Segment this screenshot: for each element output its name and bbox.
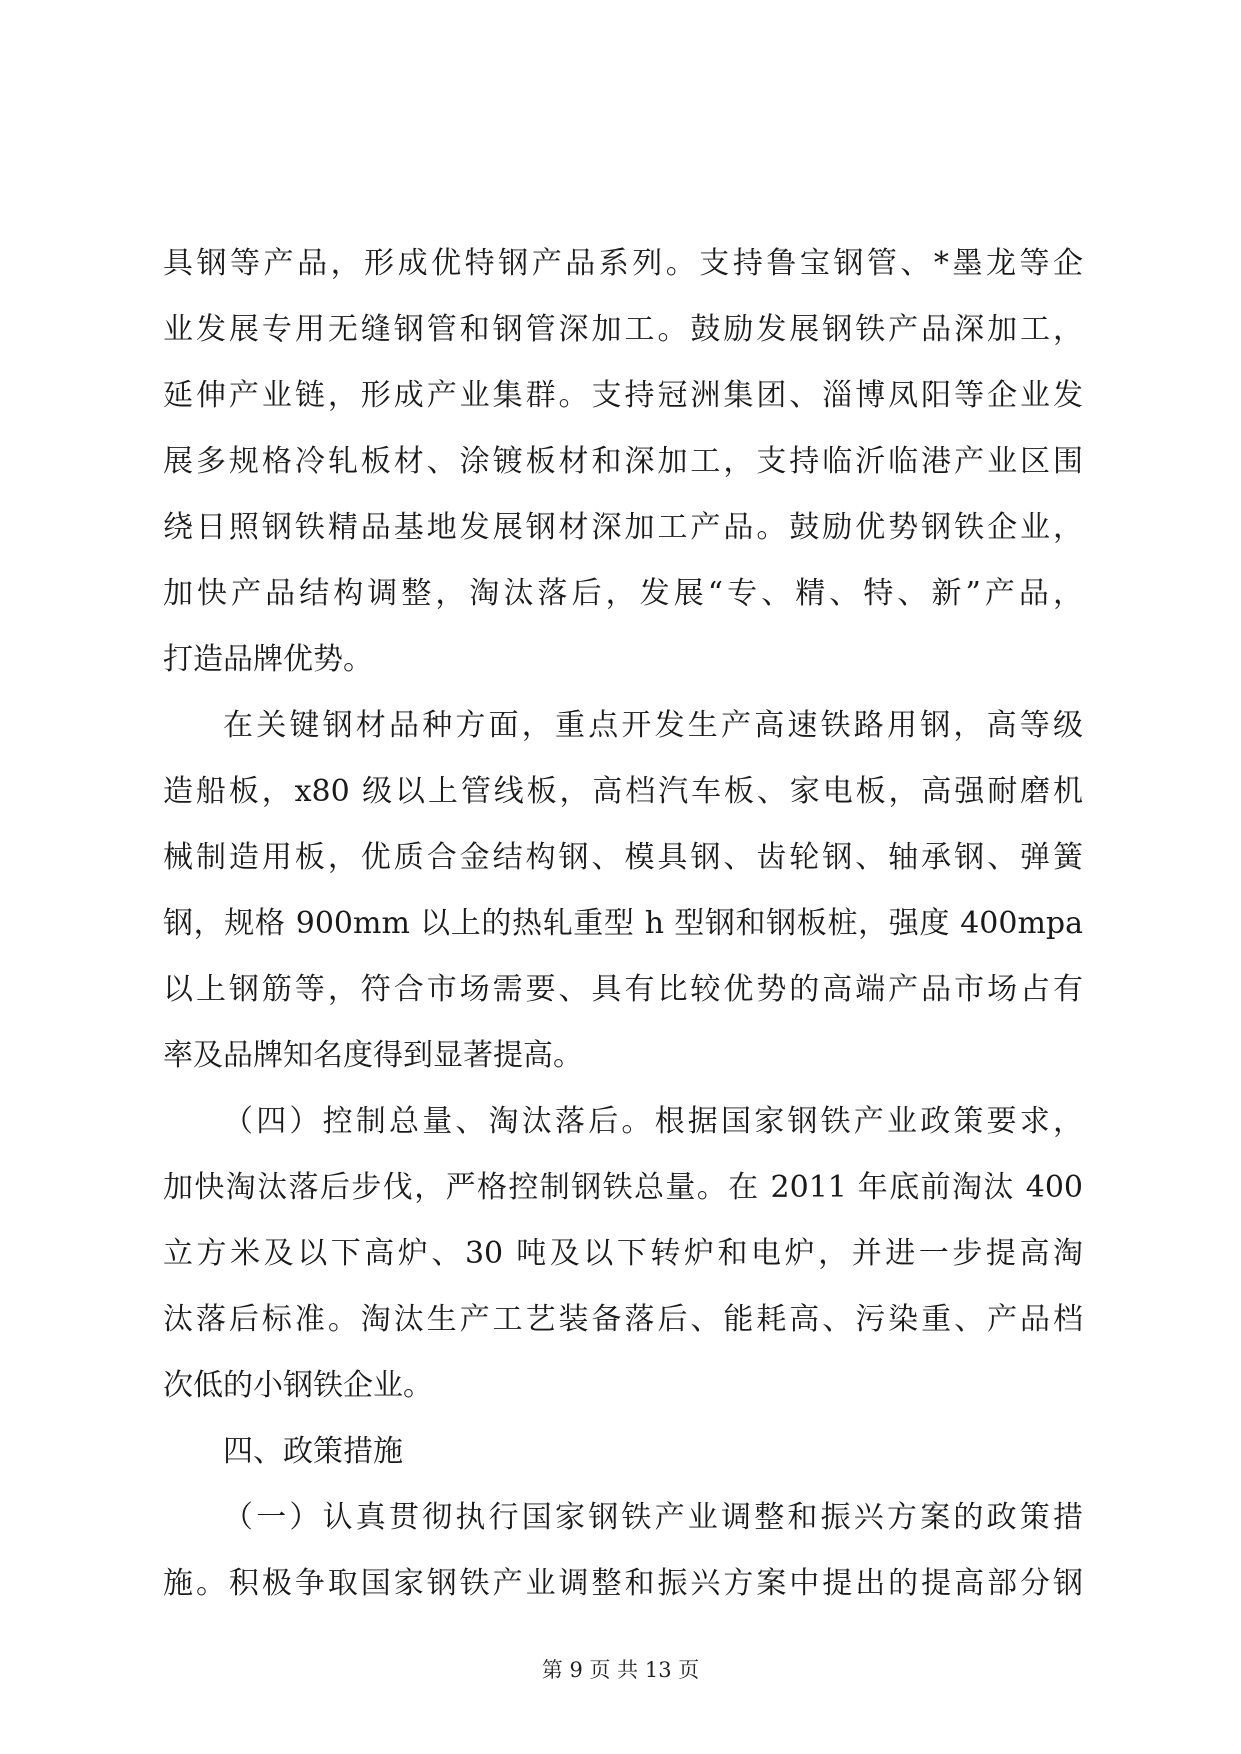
- text-line: （一）认真贯彻执行国家钢铁产业调整和振兴方案的政策措: [223, 1500, 1083, 1535]
- text-line: 延伸产业链，形成产业集群。支持冠洲集团、淄博凤阳等企业发: [163, 378, 1083, 413]
- text-line: 施。积极争取国家钢铁产业调整和振兴方案中提出的提高部分钢: [163, 1566, 1083, 1601]
- text-line: 汰落后标准。淘汰生产工艺装备落后、能耗高、污染重、产品档: [163, 1302, 1083, 1337]
- text-line: 造船板，x80 级以上管线板，高档汽车板、家电板，高强耐磨机: [163, 774, 1083, 809]
- text-line: 绕日照钢铁精品基地发展钢材深加工产品。鼓励优势钢铁企业，: [163, 510, 1083, 545]
- text-line: 加快淘汰落后步伐，严格控制钢铁总量。在 2011 年底前淘汰 400: [163, 1170, 1083, 1205]
- text-line: 械制造用板，优质合金结构钢、模具钢、齿轮钢、轴承钢、弹簧: [163, 840, 1083, 875]
- text-line: 以上钢筋等，符合市场需要、具有比较优势的高端产品市场占有: [163, 972, 1083, 1007]
- section-heading: 四、政策措施: [223, 1434, 403, 1469]
- text-line: （四）控制总量、淘汰落后。根据国家钢铁产业政策要求，: [223, 1104, 1083, 1139]
- text-line: 业发展专用无缝钢管和钢管深加工。鼓励发展钢铁产品深加工，: [163, 312, 1083, 347]
- text-line: 展多规格冷轧板材、涂镀板材和深加工，支持临沂临港产业区围: [163, 444, 1083, 479]
- text-line: 次低的小钢铁企业。: [163, 1368, 433, 1403]
- text-line: 钢，规格 900mm 以上的热轧重型 h 型钢和钢板桩，强度 400mpa: [163, 906, 1083, 941]
- text-line: 率及品牌知名度得到显著提高。: [163, 1038, 583, 1073]
- text-line: 在关键钢材品种方面，重点开发生产高速铁路用钢，高等级: [223, 708, 1083, 743]
- text-line: 打造品牌优势。: [163, 642, 373, 677]
- text-line: 具钢等产品，形成优特钢产品系列。支持鲁宝钢管、*墨龙等企: [163, 246, 1083, 281]
- text-line: 立方米及以下高炉、30 吨及以下转炉和电炉，并进一步提高淘: [163, 1236, 1083, 1271]
- page-footer: 第 9 页 共 13 页: [541, 1658, 700, 1682]
- text-line: 加快产品结构调整，淘汰落后，发展“专、精、特、新”产品，: [163, 576, 1083, 611]
- body-text: [163, 231, 1083, 1617]
